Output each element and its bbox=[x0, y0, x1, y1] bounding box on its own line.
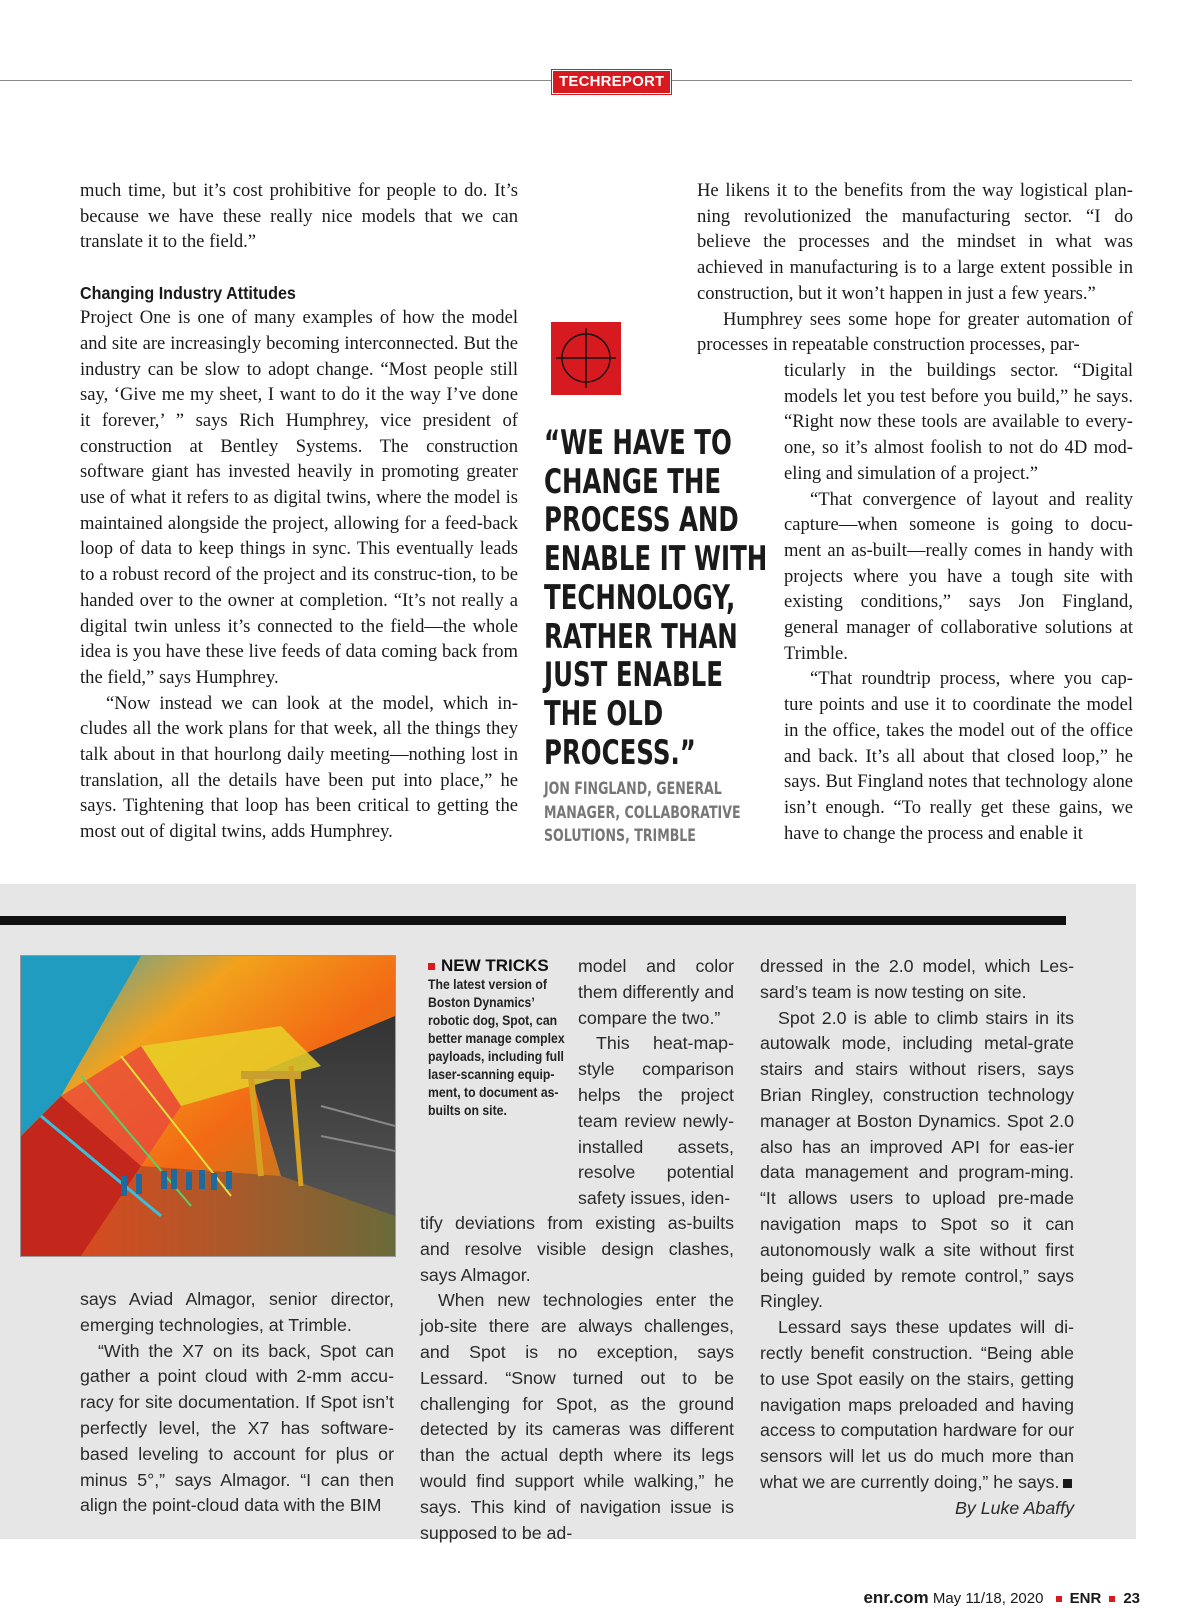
point-cloud-photo bbox=[20, 955, 396, 1257]
pull-quote-attribution: JON FINGLAND, GENERAL MANAGER, COLLABORATIVE SOLUTIONS, TRIMBLE bbox=[544, 779, 741, 846]
paragraph: Humphrey sees some hope for greater automation of processes in repeatable construction processes, par- bbox=[697, 308, 1133, 356]
section-subhead: Changing Industry Attitudes bbox=[80, 283, 296, 304]
paragraph: says Aviad Almagor, senior director, emerging technologies, at Trimble. bbox=[80, 1289, 394, 1335]
crosshair-target-icon bbox=[551, 322, 621, 395]
page-footer bbox=[863, 1588, 1140, 1608]
sidebar-column-middle-bottom bbox=[420, 1211, 734, 1546]
article-column-left bbox=[80, 178, 518, 845]
paragraph: ticularly in the buildings sector. “Digital models let you test before you build,” he says. “Right now these tools are available to every-one, so it’s almost foolish to not do 4D mod-eling and simulation of a project.” bbox=[784, 360, 1133, 484]
point-cloud-image bbox=[21, 956, 395, 1256]
red-square-icon bbox=[1056, 1596, 1062, 1602]
paragraph: “With the X7 on its back, Spot can gather a point cloud with 2-mm accu-racy for site documentation. If Spot isn’t perfectly level, the X7 has software-based leveling to account for plus or minus 5°,” says Almagor. “I can then align the point-cloud data with the BIM bbox=[80, 1340, 394, 1516]
sidebar-column-left bbox=[80, 1287, 394, 1519]
sidebar-column-middle-top bbox=[578, 954, 734, 1212]
sidebar-column-right bbox=[760, 954, 1074, 1522]
footer-date: May 11/18, 2020 bbox=[932, 1590, 1044, 1607]
paragraph: Project One is one of many examples of how the model and site are increasingly becoming interconnected. But the industry can be slow to adopt change. “Most people still say, ‘Give me my sheet, I want to do it the way I’ve done it forever,’ ” says Rich Humphrey, vice president of construction at Bentley Systems. The construction software giant has invested heavily in promoting greater use of what it refers to as digital twins, where the model is maintained alongside the project, allowing for a feed-back loop of data to keep things in sync. This eventually leads to a robust record of the project and its construc-tion, to be handed over to the owner at completion. “It’s not really a digital twin unless it’s connected to the field—the whole idea is you have these live feeds of data coming back from the field,” says Humphrey. bbox=[80, 307, 518, 688]
crosshair-target-graphic bbox=[551, 322, 621, 395]
article-column-right bbox=[697, 178, 1133, 358]
pull-quote: “WE HAVE TO CHANGE THE PROCESS AND ENABLE IT WITH TECHNOLOGY, RATHER THAN JUST ENABLE THE OLD PROCESS.” bbox=[544, 423, 768, 773]
paragraph: “That roundtrip process, where you cap-ture points and use it to coordinate the model in the office, takes the model out of the office and back. It’s all about that closed loop,” he says. But Fingland notes that technology alone isn’t enough. “To really get these gains, we have to change the process and enable it bbox=[784, 668, 1133, 844]
paragraph: “That convergence of layout and reality capture—when someone is going to docu-ment an as-built—really comes in handy with projects where you have a tough site with existing conditions,” says Jon Fingland, general manager of collaborative solutions at Trimble. bbox=[784, 488, 1133, 664]
paragraph: tify deviations from existing as-builts and resolve visible design clashes, says Almagor. bbox=[420, 1213, 734, 1285]
paragraph: He likens it to the benefits from the way logistical plan-ning revolutionized the manufacturing sector. “I do believe the processes and the mindset in what was achieved in manufacturing is to a large extent possible in construction, but it won’t happen in just a few years.” bbox=[697, 180, 1133, 304]
section-tag: TECHREPORT bbox=[552, 70, 671, 94]
paragraph: “Now instead we can look at the model, which in-cludes all the work plans for that week, all the things they talk about in that hourlong daily meeting—nothing lost in translation, all the details have been put into place,” he says. Tightening that loop has been critical to getting the most out of digital twins, adds Humphrey. bbox=[80, 692, 518, 843]
sidebar-rule bbox=[0, 916, 1066, 925]
paragraph-text: Lessard says these updates will di-rectly benefit construction. “Being able to use Spot easily on the stairs, getting navigation maps preloaded and having access to computation hardware for our sensors will let us do much more than what we are currently doing,” he says. bbox=[760, 1317, 1074, 1492]
article-column-right-narrow bbox=[784, 358, 1133, 846]
paragraph: When new technologies enter the job-site there are always challenges, and Spot is no exception, says Lessard. “Snow turned out to be challenging for Spot, as the ground detected by its cameras was different than the actual depth where its legs would find support while walking,” he says. This kind of navigation issue is supposed to be ad- bbox=[420, 1290, 734, 1543]
caption-body: The latest version of Boston Dynamics’ robotic dog, Spot, can better manage complex payloads, including full laser-scanning equip-ment, to document as-builts on site. bbox=[428, 977, 565, 1118]
paragraph: dressed in the 2.0 model, which Les-sard’s team is now testing on site. bbox=[760, 956, 1074, 1002]
photo-caption bbox=[428, 956, 568, 1120]
red-square-icon bbox=[428, 963, 435, 970]
paragraph bbox=[760, 1315, 1074, 1496]
caption-title bbox=[428, 956, 568, 976]
byline: By Luke Abaffy bbox=[955, 1497, 1074, 1518]
paragraph: Spot 2.0 is able to climb stairs in its autowalk mode, including metal-grate stairs and stairs without risers, says Brian Ringley, construction technology manager at Boston Dynamics. Spot 2.0 also has an improved API for eas-ier data management and program-ming. “It allows users to upload pre-made navigation maps to Spot so it can autonomously walk a site without first being guided by remote control,” says Ringley. bbox=[760, 1007, 1074, 1312]
page-number: 23 bbox=[1123, 1590, 1140, 1607]
paragraph: This heat-map-style comparison helps the project team review newly-installed assets, resolve potential safety issues, iden- bbox=[578, 1033, 734, 1209]
caption-title-text: NEW TRICKS bbox=[441, 956, 549, 975]
footer-site: enr.com bbox=[863, 1588, 929, 1607]
paragraph: much time, but it’s cost prohibitive for people to do. It’s because we have these really nice models that we can translate it to the field.” bbox=[80, 180, 518, 253]
red-square-icon bbox=[1109, 1596, 1115, 1602]
paragraph: model and color them differently and compare the two.” bbox=[578, 956, 734, 1028]
footer-brand: ENR bbox=[1069, 1590, 1102, 1607]
end-mark-icon bbox=[1063, 1479, 1072, 1488]
